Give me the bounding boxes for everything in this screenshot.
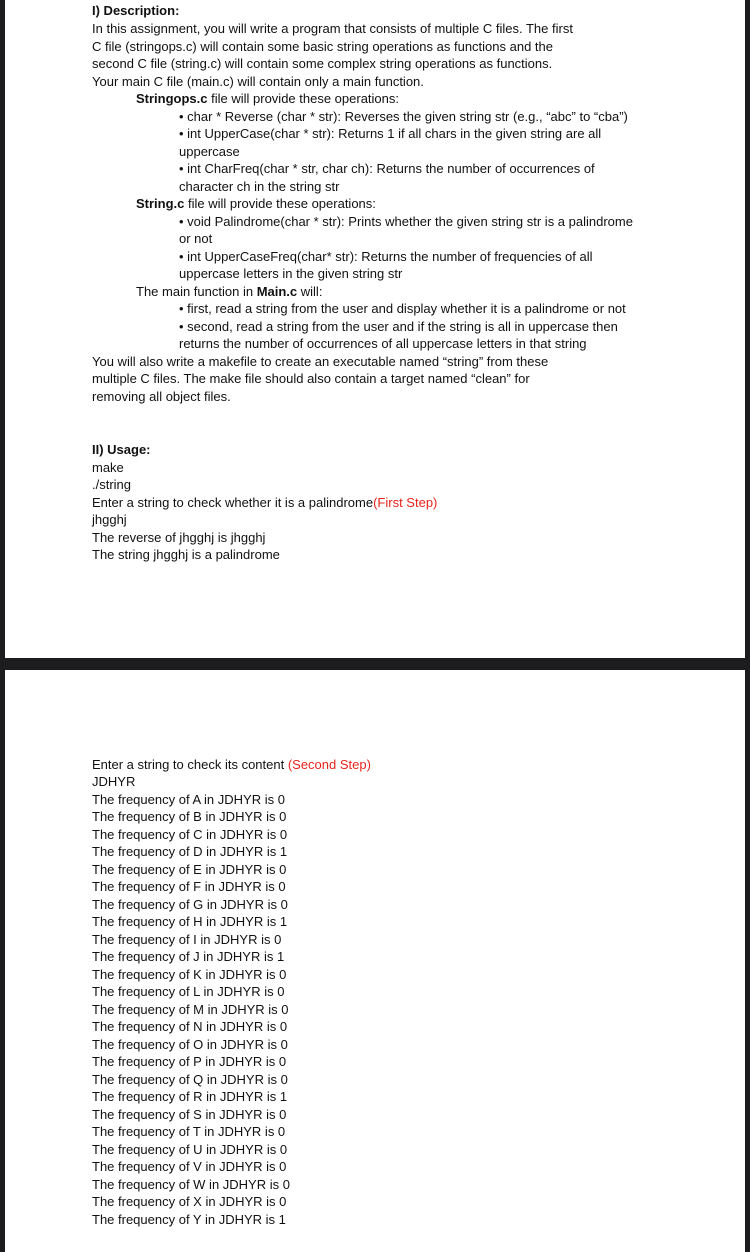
frequency-line: The frequency of L in JDHYR is 0 — [92, 984, 285, 999]
frequency-line: The frequency of U in JDHYR is 0 — [92, 1141, 288, 1157]
intro-line: C file (stringops.c) will contain some basic string operations as functions and the — [92, 38, 553, 54]
frequency-line: The frequency of Y in JDHYR is 1 — [92, 1211, 286, 1227]
frequency-line: The frequency of C in JDHYR is 0 — [92, 826, 288, 842]
makefile-line: You will also write a makefile to create an executable named “string” from these — [92, 353, 549, 369]
frequency-line: The frequency of X in JDHYR is 0 — [92, 1194, 287, 1209]
frequency-line: The frequency of P in JDHYR is 0 — [92, 1054, 287, 1069]
frequency-line: The frequency of G in JDHYR is 0 — [92, 896, 288, 912]
stringc-item: • int UpperCaseFreq(char* str): Returns the number of frequencies of all — [179, 248, 593, 264]
palindrome-input: jhgghj — [92, 512, 127, 527]
stringops-item: • int CharFreq(char * str, char ch): Returns the number of occurrences of — [179, 161, 595, 176]
frequency-line: The frequency of J in JDHYR is 1 — [92, 949, 285, 964]
mainc-filename: Main.c — [256, 283, 298, 299]
frequency-line: The frequency of S in JDHYR is 0 — [92, 1106, 287, 1122]
frequency-line: The frequency of M in JDHYR is 0 — [92, 1001, 289, 1017]
palindrome-output: The string jhgghj is a palindrome — [92, 547, 280, 562]
frequency-line: The frequency of V in JDHYR is 0 — [92, 1159, 287, 1174]
stringops-header-text: file will provide these operations: — [207, 91, 400, 106]
intro-line: second C file (string.c) will contain some complex string operations as functions. — [92, 56, 553, 71]
second-step-label: (Second Step) — [287, 756, 371, 772]
frequency-line: The frequency of R in JDHYR is 1 — [92, 1089, 288, 1104]
frequency-line: The frequency of Q in JDHYR is 0 — [92, 1071, 288, 1087]
document-page-2 — [5, 670, 745, 1252]
stringc-header-text: file will provide these operations: — [184, 196, 376, 211]
frequency-line: The frequency of F in JDHYR is 0 — [92, 879, 286, 894]
intro-line: Your main C file (main.c) will contain only a main function. — [92, 73, 424, 89]
stringops-filename: Stringops.c — [136, 91, 208, 106]
frequency-line: The frequency of O in JDHYR is 0 — [92, 1036, 288, 1052]
stringops-header — [136, 90, 399, 108]
stringc-header — [136, 195, 376, 213]
frequency-line: The frequency of D in JDHYR is 1 — [92, 844, 288, 859]
mainc-item: • first, read a string from the user and display whether it is a palindrome or not — [179, 301, 626, 316]
stringc-item: • void Palindrome(char * str): Prints whether the given string str is a palindrome — [179, 213, 633, 229]
stringops-item: character ch in the string str — [179, 178, 340, 194]
frequency-line: The frequency of E in JDHYR is 0 — [92, 861, 287, 877]
frequency-line: The frequency of W in JDHYR is 0 — [92, 1176, 290, 1192]
document-page-1 — [5, 0, 745, 658]
usage-heading: II) Usage: — [92, 442, 151, 457]
frequency-line: The frequency of I in JDHYR is 0 — [92, 931, 282, 947]
stringc-filename: String.c — [136, 196, 185, 211]
frequency-line: The frequency of T in JDHYR is 0 — [92, 1124, 286, 1139]
content-prompt-text: Enter a string to check its content — [92, 756, 288, 772]
description-heading: I) Description: — [92, 3, 180, 18]
mainc-header-pre: The main function in — [136, 283, 257, 299]
frequency-line: The frequency of H in JDHYR is 1 — [92, 914, 288, 929]
mainc-header-post: will: — [297, 283, 323, 299]
intro-line: In this assignment, you will write a program that consists of multiple C files. The first — [92, 21, 573, 36]
makefile-line: multiple C files. The make file should also contain a target named “clean” for — [92, 371, 530, 386]
reverse-output: The reverse of jhgghj is jhgghj — [92, 529, 266, 545]
frequency-line: The frequency of K in JDHYR is 0 — [92, 966, 287, 982]
palindrome-prompt — [92, 494, 437, 512]
first-step-label: (First Step) — [373, 494, 438, 510]
mainc-item: returns the number of occurrences of all uppercase letters in that string — [179, 336, 587, 351]
usage-command-run: ./string — [92, 477, 132, 492]
stringc-item: uppercase letters in the given string str — [179, 266, 403, 281]
frequency-line: The frequency of B in JDHYR is 0 — [92, 809, 287, 824]
frequency-line: The frequency of N in JDHYR is 0 — [92, 1019, 288, 1034]
mainc-item: • second, read a string from the user and if the string is all in uppercase then — [179, 318, 618, 334]
mainc-header — [136, 283, 322, 301]
content-prompt — [92, 756, 371, 774]
frequency-line: The frequency of A in JDHYR is 0 — [92, 791, 285, 807]
makefile-line: removing all object files. — [92, 388, 231, 404]
stringops-item: • int UpperCase(char * str): Returns 1 if all chars in the given string are all — [179, 126, 602, 141]
stringops-item: • char * Reverse (char * str): Reverses the given string str (e.g., “abc” to “cba”) — [179, 108, 628, 124]
stringops-item: uppercase — [179, 143, 240, 159]
usage-command-make: make — [92, 459, 124, 475]
stringc-item: or not — [179, 231, 213, 246]
content-input: JDHYR — [92, 774, 136, 789]
palindrome-prompt-text: Enter a string to check whether it is a palindrome — [92, 494, 374, 510]
